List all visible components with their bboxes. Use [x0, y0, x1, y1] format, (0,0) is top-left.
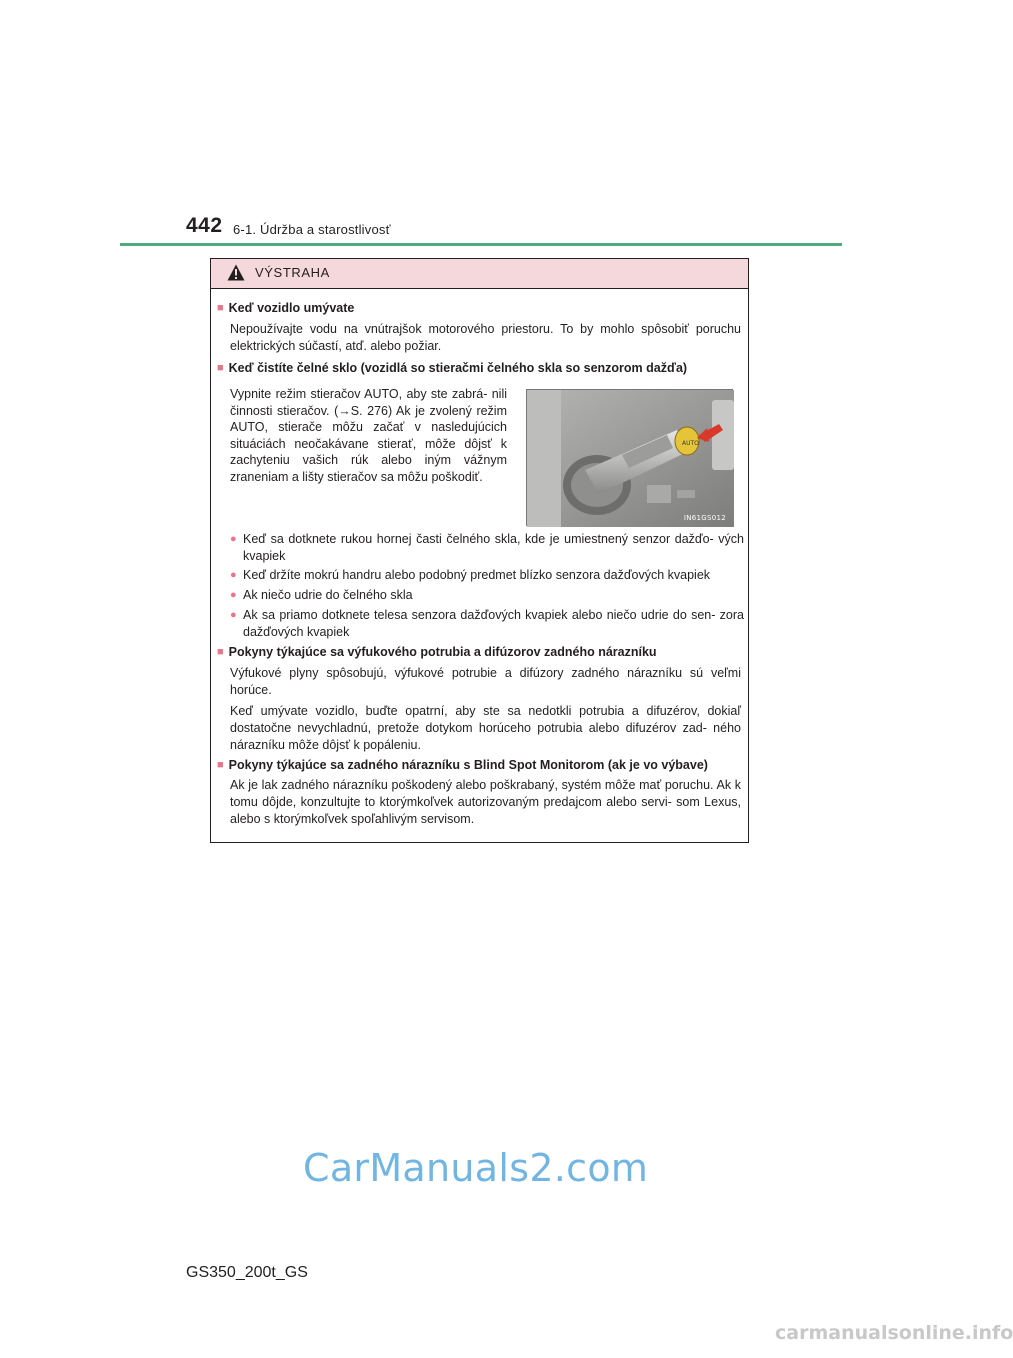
circle-bullet-icon: ● — [230, 609, 237, 621]
footer-model: GS350_200t_GS — [186, 1264, 308, 1281]
square-bullet-icon: ■ — [217, 362, 224, 374]
square-bullet-icon: ■ — [217, 302, 224, 314]
warning-header — [211, 259, 748, 289]
bullet-item: ● Keď držíte mokrú handru alebo podobný predmet blízko senzora dažďových kvapiek — [230, 568, 711, 582]
text-washing: Nepoužívajte vodu na vnútrajšok motorového priestoru. To by mohlo spôsobiť poruchu elektrických súčastí, atď. alebo požiar. — [230, 322, 741, 353]
circle-bullet-icon: ● — [230, 569, 237, 581]
heading-windshield: ■ Keď čistíte čelné sklo (vozidlá so stieračmi čelného skla so senzorom dažďa) — [217, 361, 688, 375]
warning-triangle-icon — [227, 264, 245, 281]
section-title: 6-1. Údržba a starostlivosť — [233, 222, 391, 237]
wiper-switch-image — [526, 389, 733, 526]
heading-blind-spot: ■ Pokyny týkajúce sa zadného nárazníku s Blind Spot Monitorom (ak je vo výbave) — [217, 758, 708, 772]
text-blind-spot: Ak je lak zadného nárazníku poškodený alebo poškrabaný, systém môže mať poruchu. Ak k tomu dôjde, konzultujte to ktorýmkoľvek autorizovaným predajcom alebo servi- som Lexus, alebo s ktorýmkoľvek spoľahlivým servisom. — [230, 778, 741, 826]
header-rule — [120, 243, 842, 246]
circle-bullet-icon: ● — [230, 589, 237, 601]
square-bullet-icon: ■ — [217, 759, 224, 771]
watermark-logo: CarManuals2.com — [303, 1146, 649, 1190]
text-windshield: Vypnite režim stieračov AUTO, aby ste zabrá- nili činnosti stieračov. (→S. 276) Ak je zvolený režim AUTO, stierače môžu začať v nasledujúcich situáciách neočakávane stierať, môže dôjsť k zachyteniu vašich rúk alebo iným vážnym zraneniam a lišty stieračov sa môžu poškodiť. — [230, 387, 507, 484]
image-caption: IN61GS012 — [683, 514, 726, 522]
bullet-item: ● Ak sa priamo dotknete telesa senzora dažďových kvapiek alebo niečo udrie do sen- zora dažďových kvapiek — [230, 608, 744, 639]
bullet-item: ● Keď sa dotknete rukou hornej časti čelného skla, kde je umiestnený senzor dažďo- vých kvapiek — [230, 532, 744, 563]
page-number: 442 — [186, 214, 223, 237]
heading-exhaust: ■ Pokyny týkajúce sa výfukového potrubia a difúzorov zadného nárazníku — [217, 645, 657, 659]
warning-title: VÝSTRAHA — [255, 265, 330, 280]
square-bullet-icon: ■ — [217, 646, 224, 658]
text-exhaust-2: Keď umývate vozidlo, buďte opatrní, aby ste sa nedotkli potrubia a difuzérov, dokiaľ dostatočne nevychladnú, pretože dotykom horúceho potrubia alebo difuzérov zad- ného nárazníku môže dôjsť k popáleniu. — [230, 704, 741, 752]
text-exhaust-1: Výfukové plyny spôsobujú, výfukové potrubie a difúzory zadného nárazníku sú veľmi horúce. — [230, 666, 741, 697]
heading-washing: ■ Keď vozidlo umývate — [217, 301, 355, 315]
bullet-item: ● Ak niečo udrie do čelného skla — [230, 588, 413, 602]
svg-text:AUTO: AUTO — [682, 440, 699, 447]
circle-bullet-icon: ● — [230, 533, 237, 545]
warning-box — [210, 258, 749, 843]
site-watermark: carmanualsonline.info — [775, 1322, 1013, 1344]
